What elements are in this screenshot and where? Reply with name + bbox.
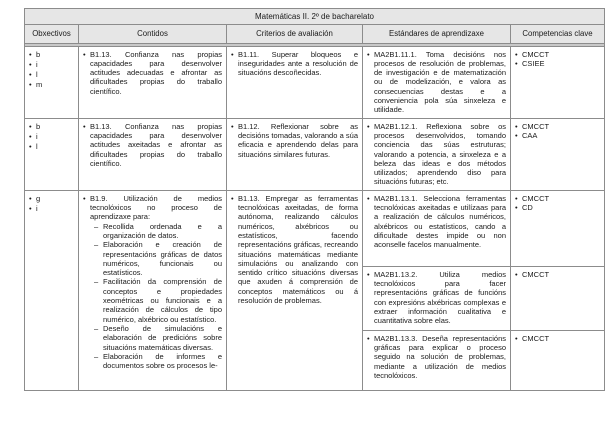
competencias-cell — [511, 266, 605, 330]
header-criterios: Criterios de avaliación — [227, 25, 363, 43]
competencias-list — [515, 122, 600, 141]
header-competencias: Competencias clave — [511, 25, 605, 43]
competencias-cell — [511, 330, 605, 390]
list-item: • MA2B1.12.1. Reflexiona sobre os procesos desenvolvidos, tomando conciencia das súas estruturas; valorando a potencia, a sinxeleza e a beleza das ideas e dos métodos utilizados; aprendendo diso para situacións futuras; etc. — [367, 122, 506, 187]
estandares-cell — [363, 330, 511, 390]
list-item: • l — [29, 142, 74, 152]
header-estandares: Estándares de aprendizaxe — [363, 25, 511, 43]
list-item: • MA2B1.11.1. Toma decisións nos procesos de resolución de problemas, de investigación e de matematización ou de modelización, e valora as consecuencias destas e a conveniencia pola súa sinxeleza e utilidade. — [367, 50, 506, 115]
obxectivos-cell — [25, 118, 79, 190]
list-item: • CMCCT — [515, 270, 600, 280]
criterios-list — [231, 194, 358, 306]
list-item: – Recollida ordenada e a organización de datos. — [94, 222, 222, 241]
table-title-row — [25, 9, 605, 25]
contidos-list — [83, 194, 222, 371]
list-item: – Facilitación da comprensión de conceptos e propiedades xeométricas ou funcionais e a realización de cálculos de tipo numérico, alxébrico ou estatístico. — [94, 277, 222, 323]
list-item: • B1.13. Confianza nas propias capacidades para desenvolver actitudes axeitadas e afrontar as dificultades propias do traballo científico. — [83, 122, 222, 168]
contidos-cell — [79, 118, 227, 190]
contidos-list — [83, 50, 222, 96]
estandares-list — [367, 122, 506, 187]
obxectivos-list — [29, 194, 74, 214]
obxectivos-list — [29, 122, 74, 152]
estandares-list — [367, 334, 506, 380]
table-row — [25, 46, 605, 118]
list-item: • i — [29, 60, 74, 70]
list-item: • B1.11. Superar bloqueos e inseguridades ante a resolución de situacións descoñecidas. — [231, 50, 358, 78]
table-row — [25, 190, 605, 266]
criterios-cell — [227, 118, 363, 190]
list-item: • i — [29, 132, 74, 142]
list-item: • CMCCT — [515, 334, 600, 344]
list-item: • B1.13. Empregar as ferramentas tecnolóxicas axeitadas, de forma autónoma, realizando cálculos numéricos, alxébricos ou estatísticos, facendo representacións gráficas, recreando situacións matemáticas mediante simulacións ou analizando con sentido crítico situacións diversas que axuden á comprensión de conceptos matemáticos ou á resolución de problemas. — [231, 194, 358, 306]
header-obxectivos: Obxectivos — [25, 25, 79, 43]
list-item: • MA2B1.13.1. Selecciona ferramentas tecnolóxicas axeitadas e utilízaas para a realización de cálculos numéricos, alxébricos ou estatísticos, cando a dificultade destes impide ou non aconselle facelos manualmente. — [367, 194, 506, 250]
criterios-list — [231, 122, 358, 159]
curriculum-table — [24, 8, 605, 391]
estandares-list — [367, 194, 506, 250]
estandares-list — [367, 270, 506, 326]
competencias-cell — [511, 46, 605, 118]
list-item: • MA2B1.13.3. Deseña representacións gráficas para explicar o proceso seguido na solución de problemas, mediante a utilización de medios tecnolóxicos. — [367, 334, 506, 380]
obxectivos-cell — [25, 46, 79, 118]
list-item: • CMCCT — [515, 50, 600, 60]
header-contidos: Contidos — [79, 25, 227, 43]
estandares-cell — [363, 266, 511, 330]
criterios-cell — [227, 190, 363, 390]
estandares-list — [367, 50, 506, 115]
contidos-cell — [79, 46, 227, 118]
criterios-list — [231, 50, 358, 78]
list-item: • MA2B1.13.2. Utiliza medios tecnolóxicos para facer representacións gráficas de funcións con expresións alxébricas complexas e extraer información cualitativa e cuantitativa sobre elas. — [367, 270, 506, 326]
contido-sublist — [90, 222, 222, 371]
criterios-cell — [227, 46, 363, 118]
list-item: • B1.13. Confianza nas propias capacidades para desenvolver actitudes adecuadas e afrontar as dificultades propias do traballo científico. — [83, 50, 222, 96]
list-item: • g — [29, 194, 74, 204]
list-item: – Elaboración e creación de representacións gráficas de datos numéricos, funcionais ou estatísticos. — [94, 240, 222, 277]
table-title: Matemáticas II. 2º de bacharelato — [25, 9, 605, 25]
estandares-cell — [363, 118, 511, 190]
list-item: • CMCCT — [515, 122, 600, 132]
obxectivos-list — [29, 50, 74, 90]
table-row — [25, 118, 605, 190]
competencias-list — [515, 50, 600, 69]
list-item: • B1.12. Reflexionar sobre as decisións tomadas, valorando a súa eficacia e aprendendo delas para situacións similares futuras. — [231, 122, 358, 159]
competencias-cell — [511, 118, 605, 190]
list-item — [83, 194, 222, 371]
list-item: • CAA — [515, 131, 600, 141]
list-item: • CD — [515, 203, 600, 213]
list-item: – Elaboración de informes e documentos sobre os procesos le- — [94, 352, 222, 371]
contido-intro: B1.9. Utilización de medios tecnolóxicos no proceso de aprendizaxe para: — [90, 193, 222, 222]
list-item: • i — [29, 204, 74, 214]
list-item: • m — [29, 80, 74, 90]
competencias-cell — [511, 190, 605, 266]
competencias-list — [515, 334, 600, 344]
competencias-list — [515, 194, 600, 213]
competencias-list — [515, 270, 600, 280]
contidos-list — [83, 122, 222, 168]
list-item: • CSIEE — [515, 59, 600, 69]
contidos-cell — [79, 190, 227, 390]
list-item: • CMCCT — [515, 194, 600, 204]
list-item: • b — [29, 122, 74, 132]
header-row — [25, 25, 605, 43]
estandares-cell — [363, 190, 511, 266]
estandares-cell — [363, 46, 511, 118]
obxectivos-cell — [25, 190, 79, 390]
list-item: • l — [29, 70, 74, 80]
list-item: – Deseño de simulacións e elaboración de predicións sobre situacións matemáticas diversas. — [94, 324, 222, 352]
list-item: • b — [29, 50, 74, 60]
